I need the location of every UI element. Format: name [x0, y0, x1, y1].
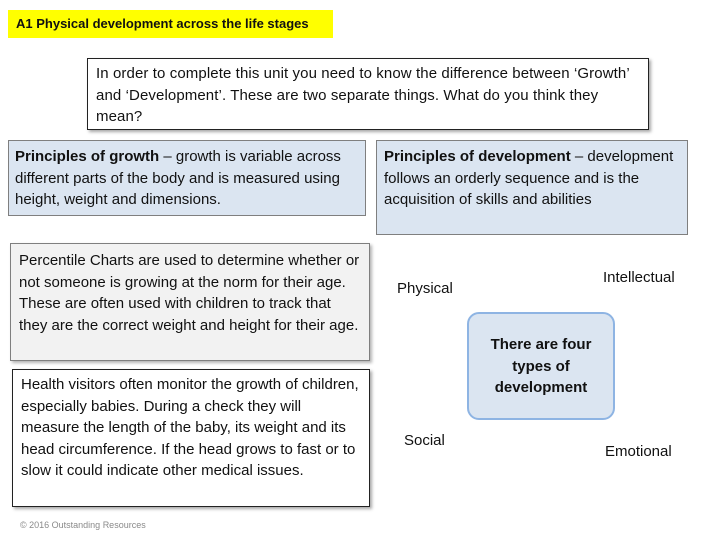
development-heading: Principles of development	[384, 148, 571, 165]
development-types-center-box: There are four types of development	[467, 312, 615, 420]
development-text: – development follows an orderly sequence and is the acquisition of skills and abilities	[384, 148, 674, 208]
development-principles-box	[376, 140, 688, 235]
health-visitors-box: Health visitors often monitor the growth of children, especially babies. During a check they will measure the length of the baby, its weight and its head circumference. If the head grows to fast or to slow it could indicate other medical issues.	[12, 369, 370, 507]
growth-text: – growth is variable across different parts of the body and is measured using height, weight and dimensions.	[15, 148, 341, 208]
type-intellectual-label: Intellectual	[603, 269, 675, 286]
growth-principles-box	[8, 140, 366, 216]
intro-text-box: In order to complete this unit you need to know the difference between ‘Growth’ and ‘Development’. These are two separate things. What do you think they mean?	[87, 58, 649, 130]
type-physical-label: Physical	[397, 280, 453, 297]
percentile-charts-box: Percentile Charts are used to determine whether or not someone is growing at the norm for their age. These are often used with children to track that they are the correct weight and height for their age.	[10, 243, 370, 361]
type-emotional-label: Emotional	[605, 443, 672, 460]
page-title: A1 Physical development across the life stages	[8, 10, 333, 38]
growth-heading: Principles of growth	[15, 148, 160, 165]
type-social-label: Social	[404, 432, 445, 449]
copyright-notice: © 2016 Outstanding Resources	[20, 520, 146, 530]
